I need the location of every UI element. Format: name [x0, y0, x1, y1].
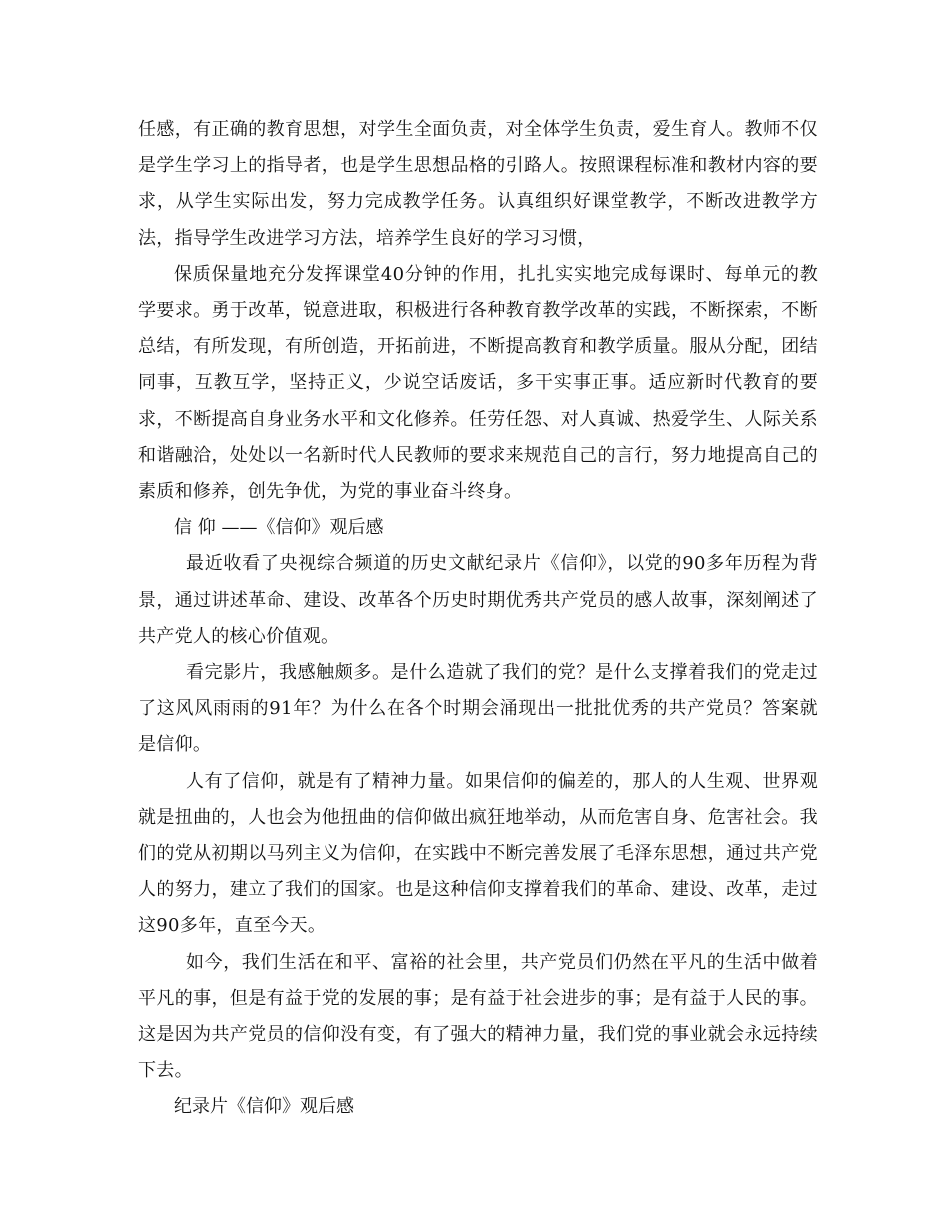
- paragraph-classroom: 保质保量地充分发挥课堂40分钟的作用，扎扎实实地完成每课时、每单元的教学要求。勇于改革，锐意进取，积极进行各种教育教学改革的实践，不断探索，不断总结，有所发现，有所创造，开拓前进，不断提高教育和教学质量。服从分配，团结同事，互教互学，坚持正义，少说空话废话，多干实事正事。适应新时代教育的要求，不断提高自身业务水平和文化修养。任劳任怨、对人真诚、热爱学生、人际关系和谐融洽，处处以一名新时代人民教师的要求来规范自己的言行，努力地提高自己的素质和修养，创先争优，为党的事业奋斗终身。: [138, 263, 818, 503]
- paragraph-intro: 最近收看了央视综合频道的历史文献纪录片《信仰》，以党的90多年历程为背景，通过讲述革命、建设、改革各个历史时期优秀共产党员的感人故事，深刻阐述了共产党人的核心价值观。: [138, 553, 818, 647]
- paragraph-continued: 任感，有正确的教育思想，对学生全面负责，对全体学生负责，爱生育人。教师不仅是学生学习上的指导者，也是学生思想品格的引路人。按照课程标准和教材内容的要求，从学生实际出发，努力完成教学任务。认真组织好课堂教学，不断改进教学方法，指导学生改进学习方法，培养学生良好的学习习惯，: [138, 119, 818, 249]
- section-title-documentary: 纪录片《信仰》观后感: [174, 1096, 354, 1118]
- paragraph-reflection: 看完影片，我感触颇多。是什么造就了我们的党？是什么支撑着我们的党走过了这风风雨雨的91年？为什么在各个时期会涌现出一批批优秀的共产党员？答案就是信仰。: [138, 662, 818, 756]
- paragraph-belief: 人有了信仰，就是有了精神力量。如果信仰的偏差的，那人的人生观、世界观就是扭曲的，人也会为他扭曲的信仰做出疯狂地举动，从而危害自身、危害社会。我们的党从初期以马列主义为信仰，在实践中不断完善发展了毛泽东思想，通过共产党人的努力，建立了我们的国家。也是这种信仰支撑着我们的革命、建设、改革，走过这90多年，直至今天。: [138, 770, 818, 937]
- document-body: [138, 112, 818, 1126]
- essay-title-faith: 信 仰 ——《信仰》观后感: [174, 517, 384, 539]
- paragraph-today: 如今，我们生活在和平、富裕的社会里，共产党员们仍然在平凡的生活中做着平凡的事，但是有益于党的发展的事；是有益于社会进步的事；是有益于人民的事。这是因为共产党员的信仰没有变，有了强大的精神力量，我们党的事业就会永远持续下去。: [138, 951, 818, 1082]
